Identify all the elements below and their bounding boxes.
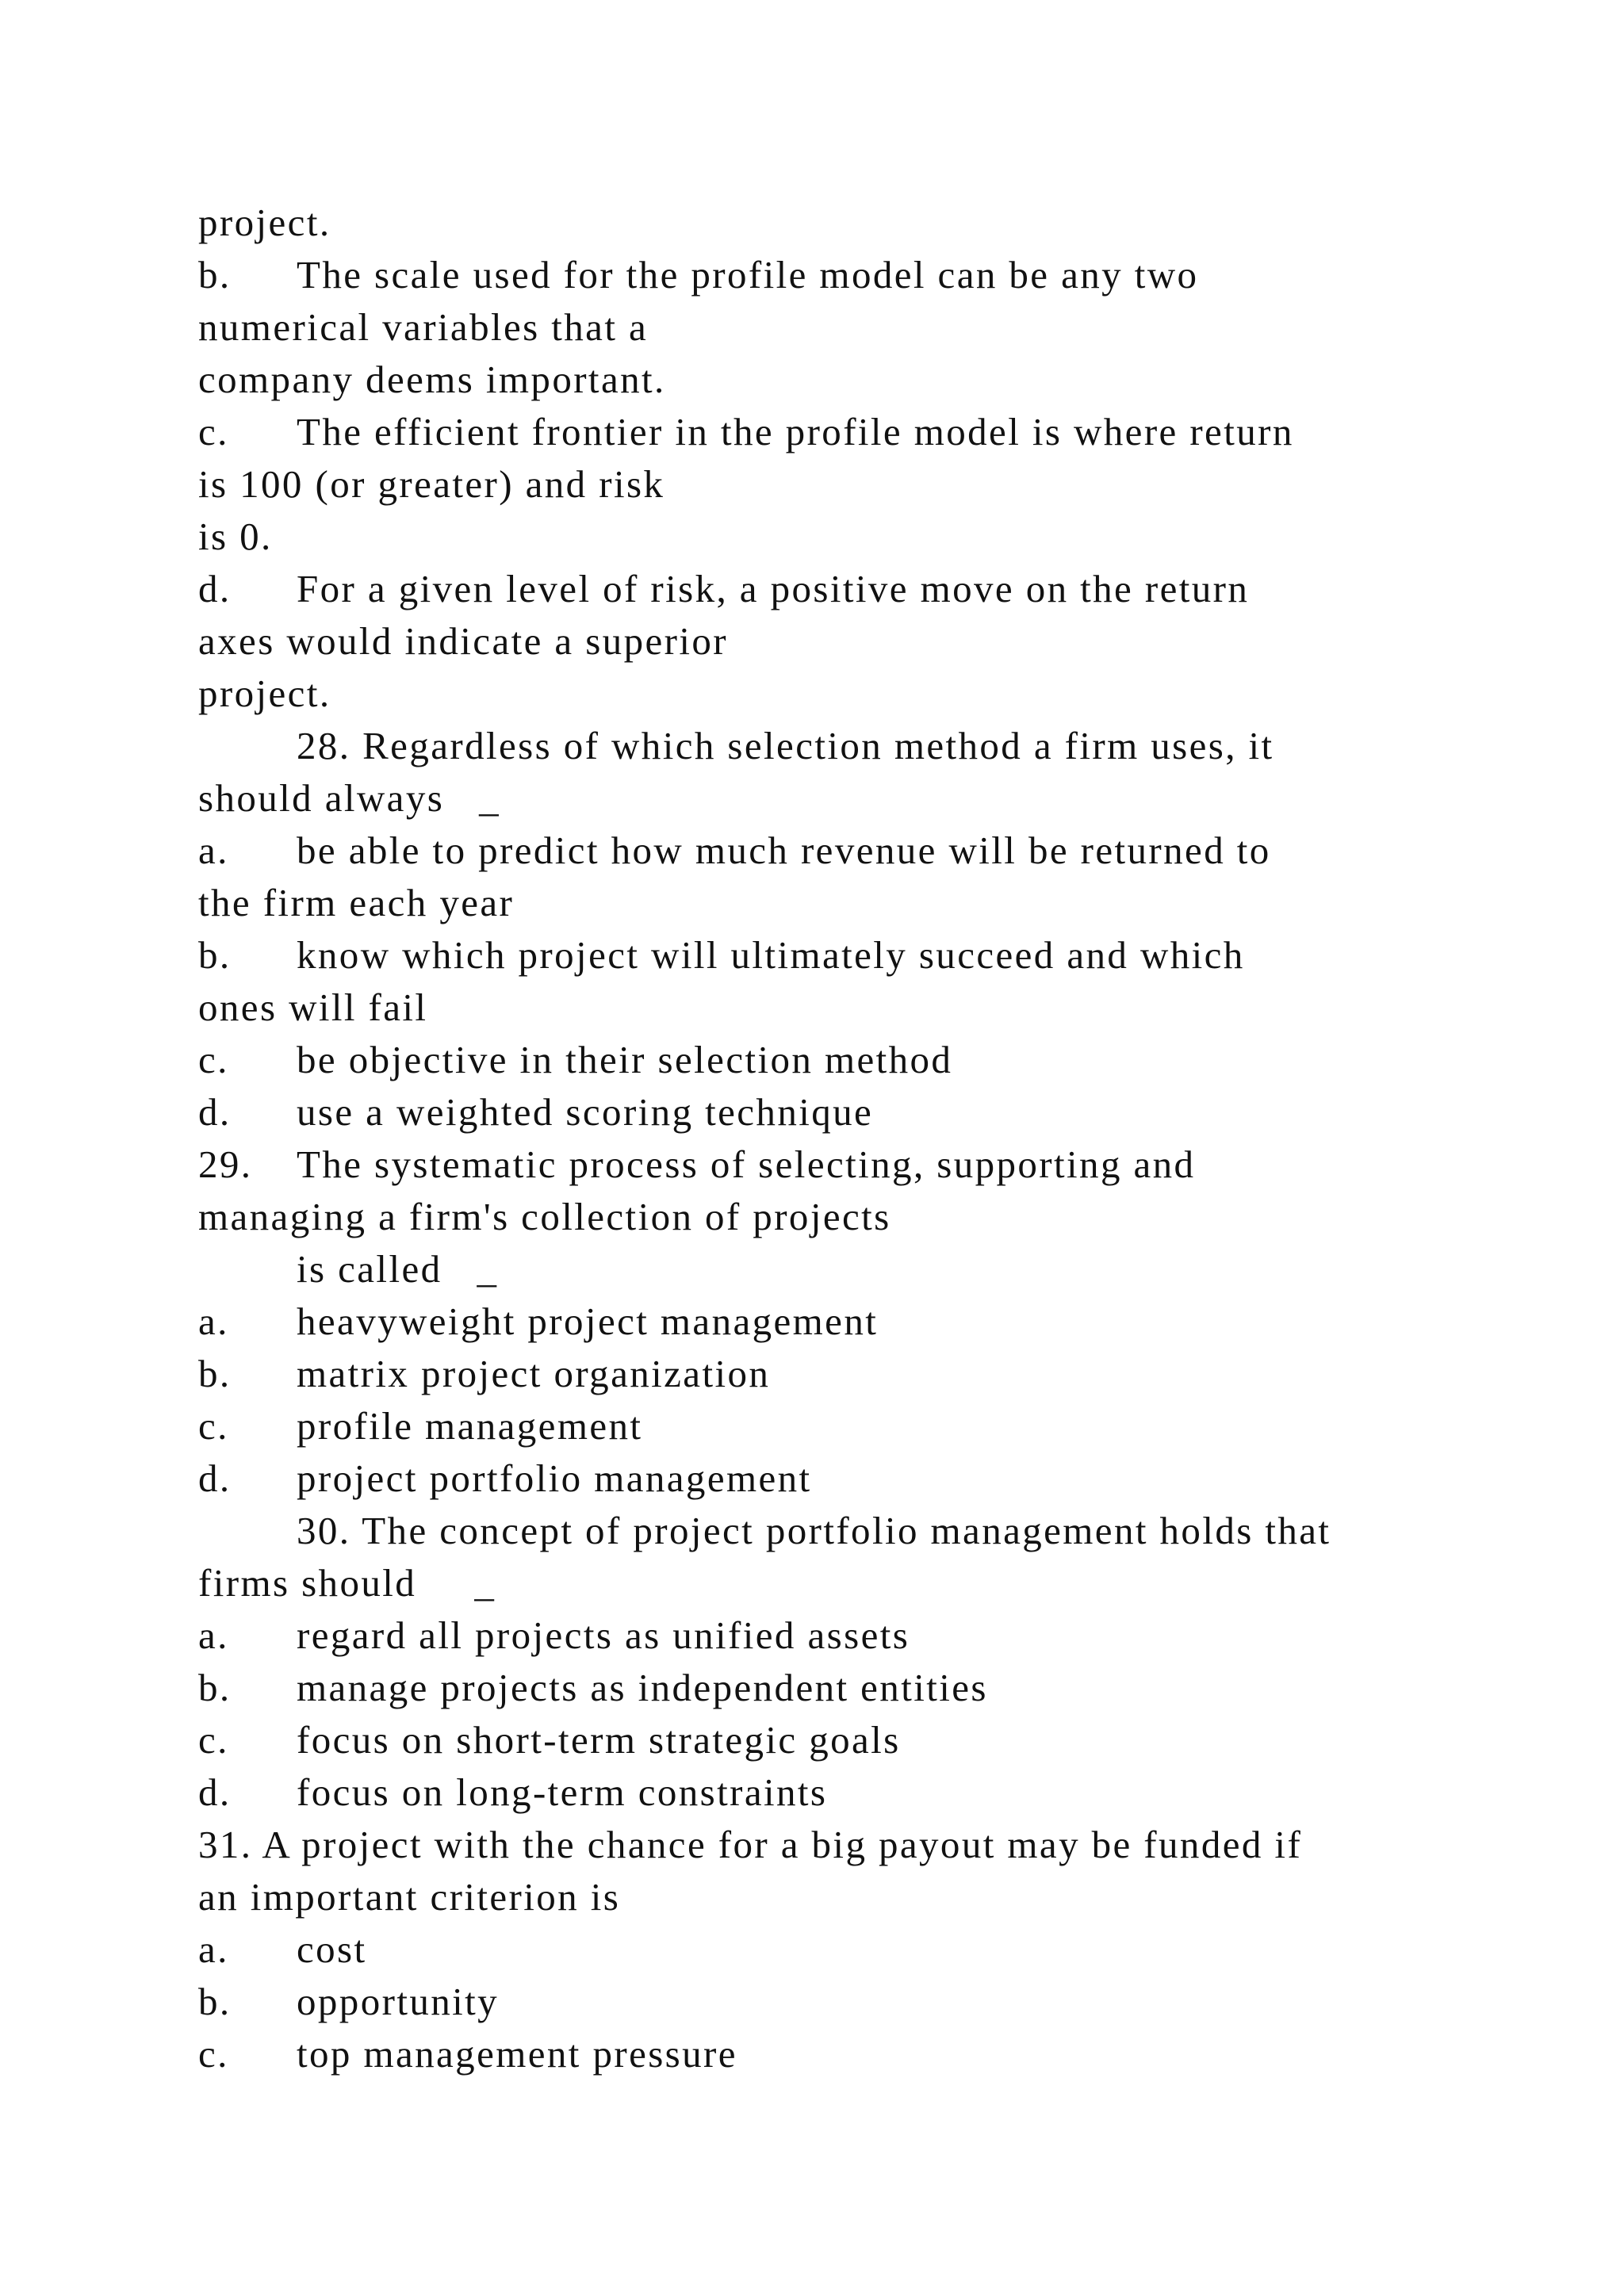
text-line bbox=[198, 406, 1546, 458]
line-text: is 0. bbox=[198, 515, 273, 558]
line-text: 31. A project with the chance for a big payout may be funded if bbox=[198, 1823, 1303, 1866]
line-text: cost bbox=[297, 1927, 367, 1971]
text-line bbox=[198, 1295, 1546, 1348]
item-label: c. bbox=[198, 1718, 229, 1762]
text-line bbox=[198, 1819, 1546, 1871]
line-text: For a given level of risk, a positive move on the return bbox=[297, 567, 1250, 610]
text-line bbox=[198, 1400, 1546, 1452]
line-text: managing a firm's collection of projects bbox=[198, 1195, 891, 1238]
item-label: a. bbox=[198, 828, 229, 872]
text-line bbox=[198, 1976, 1546, 2028]
line-text: is 100 (or greater) and risk bbox=[198, 462, 665, 506]
line-text: axes would indicate a superior bbox=[198, 619, 728, 663]
line-text: The scale used for the profile model can be any two bbox=[297, 253, 1199, 297]
item-label: b. bbox=[198, 1352, 232, 1395]
text-line bbox=[198, 1348, 1546, 1400]
item-label: c. bbox=[198, 1404, 229, 1448]
item-label: d. bbox=[198, 1090, 232, 1134]
text-line bbox=[198, 197, 1546, 249]
text-line bbox=[198, 929, 1546, 982]
line-text: top management pressure bbox=[297, 2032, 737, 2076]
line-text: be able to predict how much revenue will be returned to bbox=[297, 828, 1271, 872]
text-line bbox=[198, 1923, 1546, 1976]
item-label: c. bbox=[198, 410, 229, 453]
line-text: profile management bbox=[297, 1404, 643, 1448]
text-line bbox=[198, 982, 1546, 1034]
line-text: ones will fail bbox=[198, 985, 428, 1029]
text-line bbox=[198, 1557, 1546, 1609]
line-text: an important criterion is bbox=[198, 1875, 621, 1919]
item-label: a. bbox=[198, 1299, 229, 1343]
line-text: heavyweight project management bbox=[297, 1299, 879, 1343]
text-line bbox=[198, 1766, 1546, 1819]
line-text: project. bbox=[198, 201, 331, 244]
item-label: b. bbox=[198, 253, 232, 297]
line-text: 30. The concept of project portfolio management holds that bbox=[297, 1509, 1331, 1552]
text-line bbox=[198, 1609, 1546, 1662]
text-line bbox=[198, 354, 1546, 406]
text-line bbox=[198, 563, 1546, 615]
text-line bbox=[198, 1662, 1546, 1714]
text-line bbox=[198, 1243, 1546, 1295]
item-label: b. bbox=[198, 1980, 232, 2023]
text-line bbox=[198, 1505, 1546, 1557]
line-text: be objective in their selection method bbox=[297, 1038, 953, 1081]
line-text: 28. Regardless of which selection method a firm uses, it bbox=[297, 724, 1274, 767]
line-text: The efficient frontier in the profile model is where return bbox=[297, 410, 1294, 453]
text-line bbox=[198, 825, 1546, 877]
text-line bbox=[198, 720, 1546, 772]
line-text: firms should _ bbox=[198, 1561, 496, 1605]
item-label: 29. bbox=[198, 1142, 253, 1186]
line-text: the firm each year bbox=[198, 881, 515, 924]
item-label: a. bbox=[198, 1927, 229, 1971]
document-text bbox=[198, 197, 1546, 2080]
item-label: b. bbox=[198, 933, 232, 977]
text-line bbox=[198, 1191, 1546, 1243]
text-line bbox=[198, 458, 1546, 511]
line-text: project portfolio management bbox=[297, 1456, 812, 1500]
line-text: regard all projects as unified assets bbox=[297, 1613, 910, 1657]
line-text: is called _ bbox=[297, 1247, 499, 1291]
line-text: numerical variables that a bbox=[198, 305, 649, 349]
text-line bbox=[198, 301, 1546, 354]
line-text: focus on short-term strategic goals bbox=[297, 1718, 901, 1762]
line-text: opportunity bbox=[297, 1980, 500, 2023]
item-label: c. bbox=[198, 1038, 229, 1081]
line-text: matrix project organization bbox=[297, 1352, 771, 1395]
item-label: c. bbox=[198, 2032, 229, 2076]
text-line bbox=[198, 772, 1546, 825]
text-line bbox=[198, 249, 1546, 301]
text-line bbox=[198, 615, 1546, 668]
text-line bbox=[198, 877, 1546, 929]
text-line bbox=[198, 511, 1546, 563]
line-text: company deems important. bbox=[198, 358, 666, 401]
text-line bbox=[198, 1714, 1546, 1766]
text-line bbox=[198, 1086, 1546, 1138]
text-line bbox=[198, 1452, 1546, 1505]
text-line bbox=[198, 1034, 1546, 1086]
item-label: b. bbox=[198, 1666, 232, 1709]
item-label: a. bbox=[198, 1613, 229, 1657]
text-line bbox=[198, 668, 1546, 720]
line-text: project. bbox=[198, 672, 331, 715]
text-line bbox=[198, 1138, 1546, 1191]
line-text: manage projects as independent entities bbox=[297, 1666, 988, 1709]
item-label: d. bbox=[198, 567, 232, 610]
line-text: The systematic process of selecting, supporting and bbox=[297, 1142, 1196, 1186]
text-line bbox=[198, 2028, 1546, 2080]
text-line bbox=[198, 1871, 1546, 1923]
line-text: use a weighted scoring technique bbox=[297, 1090, 874, 1134]
item-label: d. bbox=[198, 1770, 232, 1814]
line-text: should always _ bbox=[198, 776, 501, 820]
line-text: know which project will ultimately succeed and which bbox=[297, 933, 1245, 977]
item-label: d. bbox=[198, 1456, 232, 1500]
line-text: focus on long-term constraints bbox=[297, 1770, 828, 1814]
